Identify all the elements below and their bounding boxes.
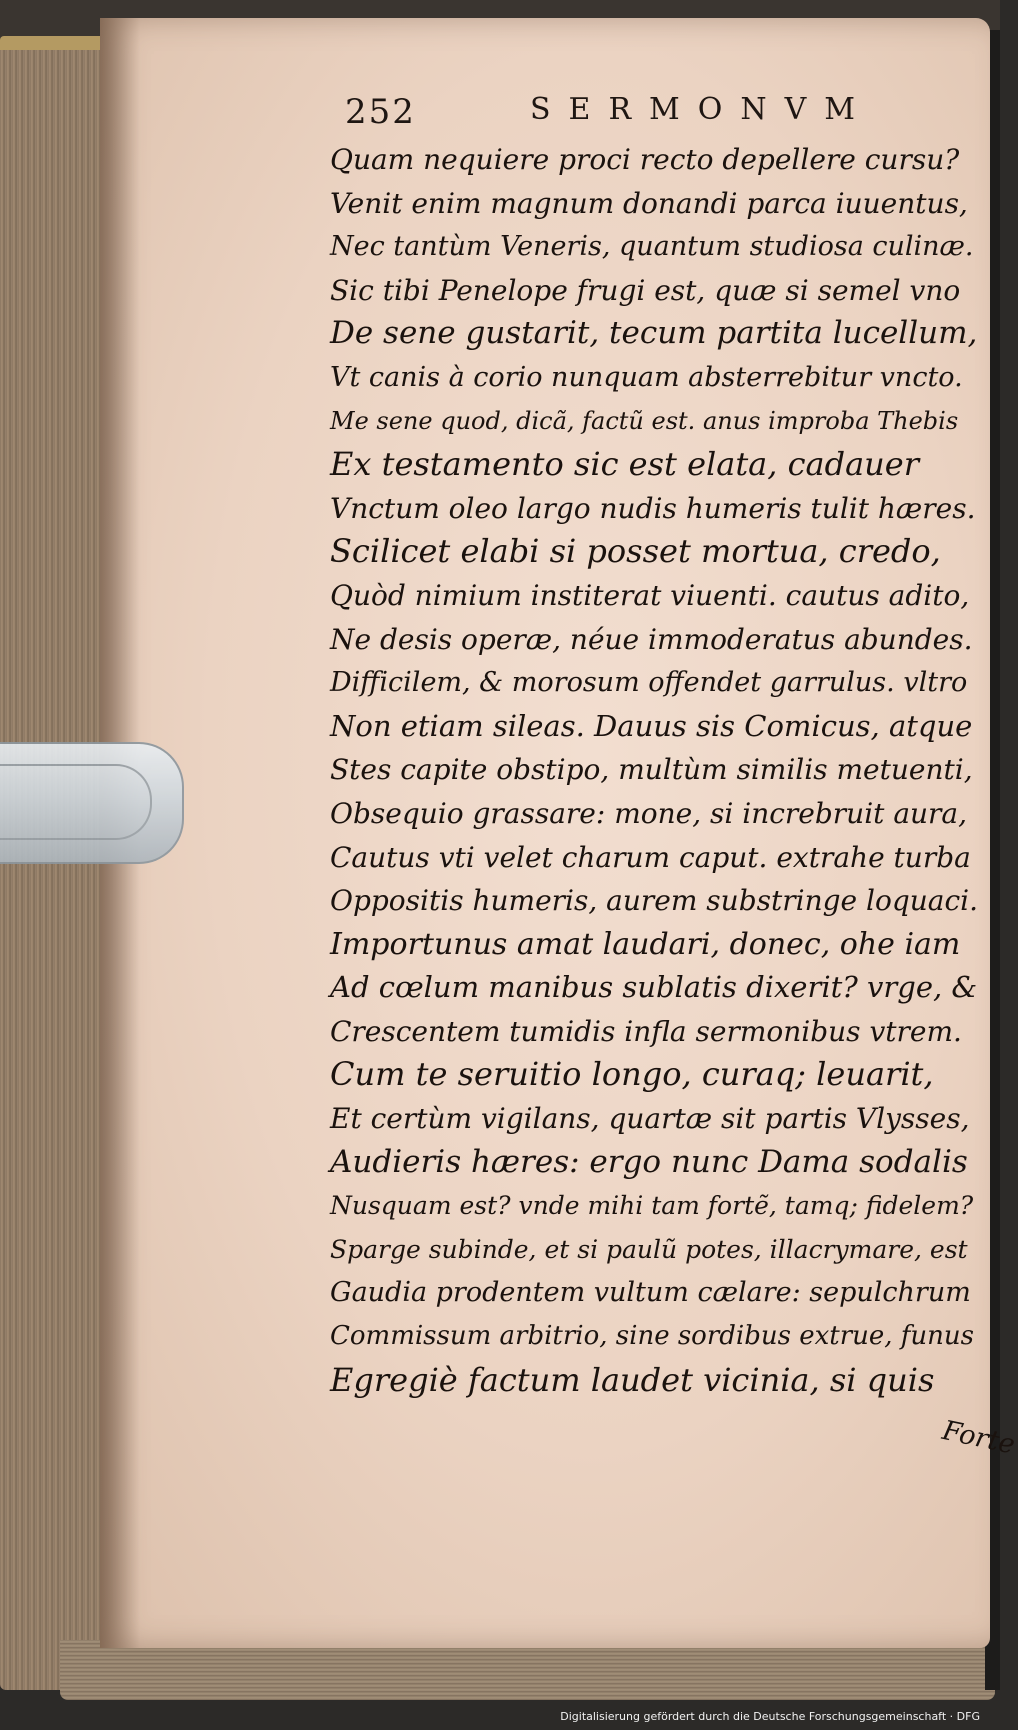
- page-edges-top: [0, 36, 110, 50]
- text-line: Commissum arbitrio, sine sordibus extrue, funus: [330, 1321, 975, 1352]
- page-clip-inner: [0, 764, 152, 840]
- text-line: Oppositis humeris, aurem substringe loquaci.: [330, 884, 979, 918]
- page-number: 252: [345, 92, 416, 132]
- text-line: Quam nequiere proci recto depellere cursu?: [330, 143, 960, 176]
- text-line: Nusquam est? vnde mihi tam fortẽ, tamq; fidelem?: [330, 1191, 974, 1221]
- text-line: Quòd nimium institerat viuenti. cautus adito,: [330, 578, 970, 612]
- text-line: De sene gustarit, tecum partita lucellum,: [330, 315, 978, 352]
- text-line: Sparge subinde, et si paulũ potes, illacrymare, est: [330, 1234, 968, 1264]
- text-line: Scilicet elabi si posset mortua, credo,: [330, 532, 941, 571]
- text-line: Obsequio grassare: mone, si increbruit aura,: [330, 796, 968, 830]
- text-line: Egregiè factum laudet vicinia, si quis: [330, 1360, 935, 1399]
- text-line: Audieris hæres: ergo nunc Dama sodalis: [330, 1143, 968, 1180]
- text-line: Cautus vti velet charum caput. extrahe turba: [330, 840, 971, 874]
- running-head: SERMONVM: [530, 92, 873, 127]
- bottom-page-edges: [60, 1640, 995, 1700]
- text-line: Crescentem tumidis infla sermonibus vtrem.: [330, 1014, 962, 1048]
- page-edges: [0, 40, 105, 1690]
- footer-credit: Digitalisierung gefördert durch die Deutsche Forschungsgemeinschaft · DFG: [560, 1710, 980, 1723]
- text-line: Stes capite obstipo, multùm similis metuenti,: [330, 753, 973, 787]
- text-line: Ex testamento sic est elata, cadauer: [330, 445, 919, 484]
- text-line: Ad cœlum manibus sublatis dixerit? vrge, &: [330, 970, 978, 1005]
- text-line: Sic tibi Penelope frugi est, quæ si semel vno: [330, 273, 961, 307]
- text-line: Vt canis à corio nunquam absterrebitur vncto.: [330, 361, 963, 393]
- text-line: Me sene quod, dicã, factũ est. anus improba Thebis: [330, 406, 959, 435]
- text-line: Nec tantùm Veneris, quantum studiosa culinæ.: [330, 231, 974, 263]
- catchword: Forte: [939, 1415, 1018, 1461]
- text-line: Gaudia prodentem vultum cælare: sepulchrum: [330, 1277, 971, 1309]
- text-line: Importunus amat laudari, donec, ohe iam: [330, 926, 961, 962]
- text-line: Non etiam sileas. Dauus sis Comicus, atque: [330, 708, 973, 743]
- text-block: [330, 138, 1000, 1402]
- text-line: Et certùm vigilans, quartæ sit partis Vlysses,: [330, 1102, 970, 1136]
- text-line: Cum te seruitio longo, curaq; leuarit,: [330, 1055, 934, 1094]
- text-line: Venit enim magnum donandi parca iuuentus,: [330, 186, 968, 220]
- text-line: Ne desis operæ, néue immoderatus abundes.: [330, 622, 973, 656]
- text-line: Difficilem, & morosum offendet garrulus. vltro: [330, 667, 968, 699]
- text-line: Vnctum oleo largo nudis humeris tulit hæres.: [330, 491, 976, 525]
- page-clip: [0, 742, 184, 864]
